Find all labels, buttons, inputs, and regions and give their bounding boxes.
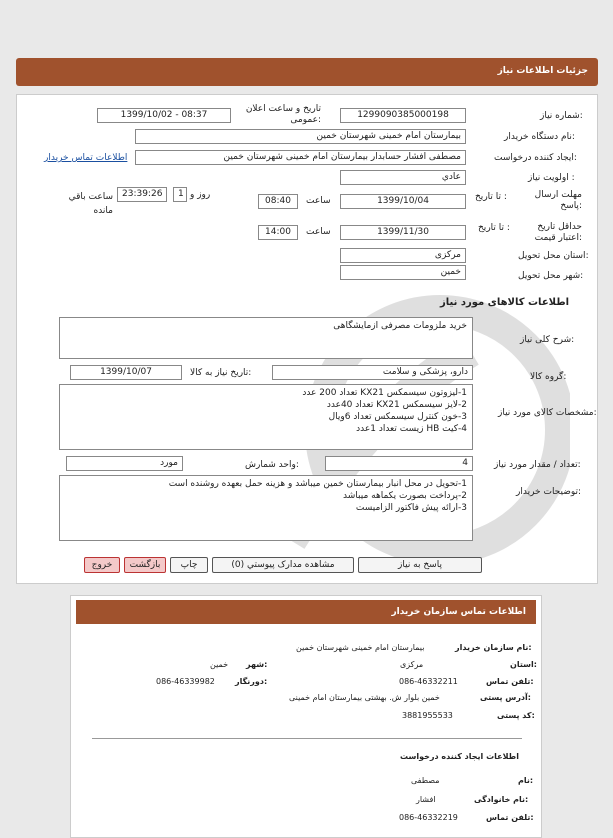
contact-address-value: خمین بلوار ش. بهشتی بیمارستان امام خمینی	[289, 693, 440, 702]
send-time-field: 08:40	[258, 194, 298, 209]
validity-to-date-label: تا تاریخ :	[478, 223, 510, 233]
goods-section-title: اطلاعات کالاهای مورد نیاز	[440, 297, 570, 308]
contact-fax-value: 086-46339982	[156, 677, 215, 686]
creator-family-label: نام خانوادگی:	[474, 795, 529, 804]
creator-name-label: نام:	[518, 776, 534, 785]
desc-label: شرح کلی نیاز:	[520, 335, 575, 345]
creator-phone-value: 086-46332219	[399, 813, 458, 822]
notes-field: 1-تحویل در محل انبار بیمارستان خمین میباشد و هزینه حمل بعهده روشنده است 2-پرداخت بصورت یکماهه میباشد 3-ارائه پیش فاکتور الزامیست	[59, 475, 473, 541]
contact-postal-value: 3881955533	[402, 711, 453, 720]
contact-city-label: شهر:	[246, 660, 268, 669]
specs-field: 1-لیزوتون سیسمکس KX21 تعداد 200 عدد 2-لایز سیسمکس KX21 تعداد 40عدد 3-خون کنترل سیسمکس تعداد 6ویال 4-کیت HB زیست تعداد 1عدد	[59, 384, 473, 450]
creator-family-value: افشار	[416, 795, 436, 804]
contact-card	[70, 595, 542, 838]
page-header	[16, 58, 598, 86]
validity-time-label: ساعت	[306, 227, 331, 237]
contact-org-value: بیمارستان امام خمینی شهرستان خمین	[296, 643, 425, 652]
send-to-date-label: تا تاریخ :	[475, 192, 507, 202]
contact-phone-label: تلفن تماس:	[486, 677, 534, 686]
contact-org-label: نام سازمان خریدار:	[455, 643, 532, 652]
reply-button[interactable]: پاسخ به نیاز	[358, 557, 482, 573]
qty-field: 4	[325, 456, 473, 471]
contact-divider	[92, 738, 522, 739]
page-title: جزئیات اطلاعات نیاز	[497, 66, 588, 76]
need-date-label: تاریخ نیاز به کالا:	[190, 368, 252, 378]
creator-phone-label: تلفن تماس:	[486, 813, 534, 822]
contact-province-label: استان:	[510, 660, 537, 669]
creator-section-title: اطلاعات ایجاد کننده درخواست	[400, 752, 519, 761]
contact-address-label: آدرس پستی:	[480, 693, 531, 702]
view-docs-button[interactable]: مشاهده مدارک پیوستي (0)	[212, 557, 354, 573]
priority-field: عادي	[340, 170, 466, 185]
contact-card-header	[76, 600, 536, 624]
province-field: مرکزی	[340, 248, 466, 263]
validity-time-field: 14:00	[258, 225, 298, 240]
need-date-field: 1399/10/07	[70, 365, 182, 380]
send-date-field: 1399/10/04	[340, 194, 466, 209]
contact-postal-label: کد پستی:	[497, 711, 535, 720]
contact-phone-value: 086-46332211	[399, 677, 458, 686]
buyer-label: نام دستگاه خریدار:	[504, 132, 575, 142]
days-label: روز و	[190, 190, 211, 200]
send-deadline-label: مهلت ارسال پاسخ:	[534, 190, 582, 211]
send-time-label: ساعت	[306, 196, 331, 206]
need-number-field: 1299090385000198	[340, 108, 466, 123]
contact-city-value: خمین	[210, 660, 229, 669]
contact-province-value: مرکزی	[400, 660, 424, 669]
remaining-label: ساعت باقي مانده	[68, 192, 113, 216]
announce-field: 1399/10/02 - 08:37	[97, 108, 231, 123]
priority-label: اولویت نیاز :	[528, 173, 575, 183]
qty-label: تعداد / مقدار مورد نیاز:	[494, 460, 581, 470]
desc-field: خرید ملزومات مصرفی ازمایشگاهی	[59, 317, 473, 359]
announce-label: تاریخ و ساعت اعلان عمومی:	[245, 104, 321, 125]
notes-label: توضیحات خریدار:	[516, 487, 582, 497]
contact-card-title: اطلاعات تماس سازمان خریدار	[391, 607, 526, 617]
remaining-time-field: 23:39:26	[117, 187, 167, 202]
province-label: استان محل تحویل:	[518, 251, 589, 261]
exit-button[interactable]: خروج	[84, 557, 120, 573]
city-field: خمین	[340, 265, 466, 280]
group-field: دارو، پزشکی و سلامت	[272, 365, 473, 380]
city-label: شهر محل تحویل:	[518, 271, 584, 281]
days-remaining-field: 1	[173, 187, 187, 202]
specs-label: مشخصات کالای مورد نیاز:	[498, 408, 597, 418]
print-button[interactable]: چاپ	[170, 557, 208, 573]
creator-name-value: مصطفی	[411, 776, 440, 785]
buyer-field: بیمارستان امام خمینی شهرستان خمین	[135, 129, 466, 144]
unit-label: واحد شمارش:	[245, 460, 299, 470]
buyer-contact-link[interactable]: اطلاعات تماس خریدار	[44, 153, 128, 163]
creator-field: مصطفی افشار حسابدار بیمارستان امام خمینی شهرستان خمین	[135, 150, 466, 165]
need-number-label: شماره نیاز:	[540, 111, 583, 121]
validity-date-field: 1399/11/30	[340, 225, 466, 240]
unit-field: مورد	[66, 456, 183, 471]
group-label: گروه کالا:	[530, 372, 567, 382]
validity-label: حداقل تاریخ اعتبار قیمت:	[534, 222, 582, 243]
creator-label: ایجاد کننده درخواست:	[494, 153, 577, 163]
back-button[interactable]: بازگشت	[124, 557, 166, 573]
contact-fax-label: دورنگار:	[235, 677, 268, 686]
